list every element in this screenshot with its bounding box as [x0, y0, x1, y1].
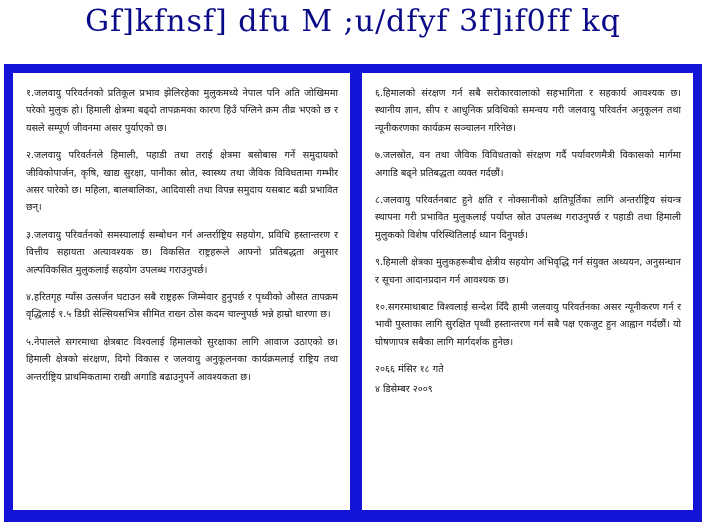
- declaration-paragraph-2: २.जलवायु परिवर्तनले हिमाली, पहाडी तथा तराई क्षेत्रमा बसोबास गर्ने समुदायको जीविकोपार्जन, कृषि, खाद्य सुरक्षा, पानीका स्रोत, स्वास्थ्य तथा जैविक विविधतामा गम्भीर असर पारेको छ। महिला, बालबालिका, आदिवासी तथा विपन्न समुदाय यसबाट बढी प्रभावित छन्।: [26, 150, 338, 214]
- declaration-paragraph-5: ५.नेपालले सगरमाथा क्षेत्रबाट विश्वलाई हिमालको सुरक्षाका लागि आवाज उठाएको छ। हिमाली क्षेत्रको संरक्षण, दिगो विकास र जलवायु अनुकूलनका कार्यक्रमलाई राष्ट्रिय तथा अन्तर्राष्ट्रिय प्राथमिकतामा राखी अगाडि बढाउनुपर्ने आवश्यकता छ।: [26, 336, 338, 383]
- declaration-paragraph-8: ८.जलवायु परिवर्तनबाट हुने क्षति र नोक्सानीको क्षतिपूर्तिका लागि अन्तर्राष्ट्रिय संयन्त्र स्थापना गरी प्रभावित मुलुकलाई पर्याप्त स्रोत उपलब्ध गराउनुपर्छ र पहाडी तथा हिमाली मुलुकको विशेष परिस्थितिलाई ध्यान दिनुपर्छ।: [375, 195, 681, 241]
- declaration-paragraph-9: ९.हिमाली क्षेत्रका मुलुकहरूबीच क्षेत्रीय सहयोग अभिवृद्धि गर्न संयुक्त अध्ययन, अनुसन्धान र सूचना आदानप्रदान गर्न आवश्यक छ।: [375, 257, 681, 286]
- date-english: ४ डिसेम्बर २००९: [375, 383, 433, 395]
- date-nepali: २०६६ मंसिर १८ गते: [375, 364, 444, 376]
- right-text-column: [362, 73, 693, 510]
- page-title: Gf]kfnsf] dfu M ;u/dfyf 3f]if0ff kq: [85, 4, 621, 39]
- declaration-paragraph-1: १.जलवायु परिवर्तनको प्रतिकूल प्रभाव झेलिरहेका मुलुकमध्ये नेपाल पनि अति जोखिममा परेको मुलुक हो। हिमाली क्षेत्रमा बढ्दो तापक्रमका कारण हिउँ पग्लिने क्रम तीव्र भएको छ र यसले सम्पूर्ण जीवनमा असर पुर्याएको छ।: [26, 88, 338, 134]
- declaration-paragraph-6: ६.हिमालको संरक्षण गर्न सबै सरोकारवालाको सहभागिता र सहकार्य आवश्यक छ। स्थानीय ज्ञान, सीप र आधुनिक प्रविधिको समन्वय गरी जलवायु परिवर्तन अनुकूलन तथा न्यूनीकरणका कार्यक्रम सञ्चालन गरिनेछ।: [375, 88, 681, 134]
- declaration-paragraph-3: ३.जलवायु परिवर्तनको समस्यालाई सम्बोधन गर्न अन्तर्राष्ट्रिय सहयोग, प्रविधि हस्तान्तरण र वित्तीय सहायता अत्यावश्यक छ। विकसित राष्ट्रहरूले आफ्नो प्रतिबद्धता अनुसार अल्पविकसित मुलुकलाई सहयोग उपलब्ध गराउनुपर्छ।: [26, 229, 338, 276]
- document-frame: [4, 64, 702, 522]
- declaration-paragraph-10: १०.सगरमाथाबाट विश्वलाई सन्देश दिँदै हामी जलवायु परिवर्तनका असर न्यूनीकरण गर्न र भावी पुस्ताका लागि सुरक्षित पृथ्वी हस्तान्तरण गर्न सबै पक्ष एकजुट हुन आह्वान गर्दछौं। यो घोषणापत्र सबैका लागि मार्गदर्शक हुनेछ।: [375, 302, 681, 348]
- declaration-paragraph-4: ४.हरितगृह ग्याँस उत्सर्जन घटाउन सबै राष्ट्रहरू जिम्मेवार हुनुपर्छ र पृथ्वीको औसत तापक्रम वृद्धिलाई १.५ डिग्री सेल्सियसभित्र सीमित राख्न ठोस कदम चाल्नुपर्छ भन्ने हाम्रो धारणा छ।: [26, 292, 338, 321]
- declaration-paragraph-7: ७.जलस्रोत, वन तथा जैविक विविधताको संरक्षण गर्दै पर्यावरणमैत्री विकासको मार्गमा अगाडि बढ्ने प्रतिबद्धता व्यक्त गर्दछौं।: [375, 150, 681, 179]
- left-text-column: [13, 73, 350, 510]
